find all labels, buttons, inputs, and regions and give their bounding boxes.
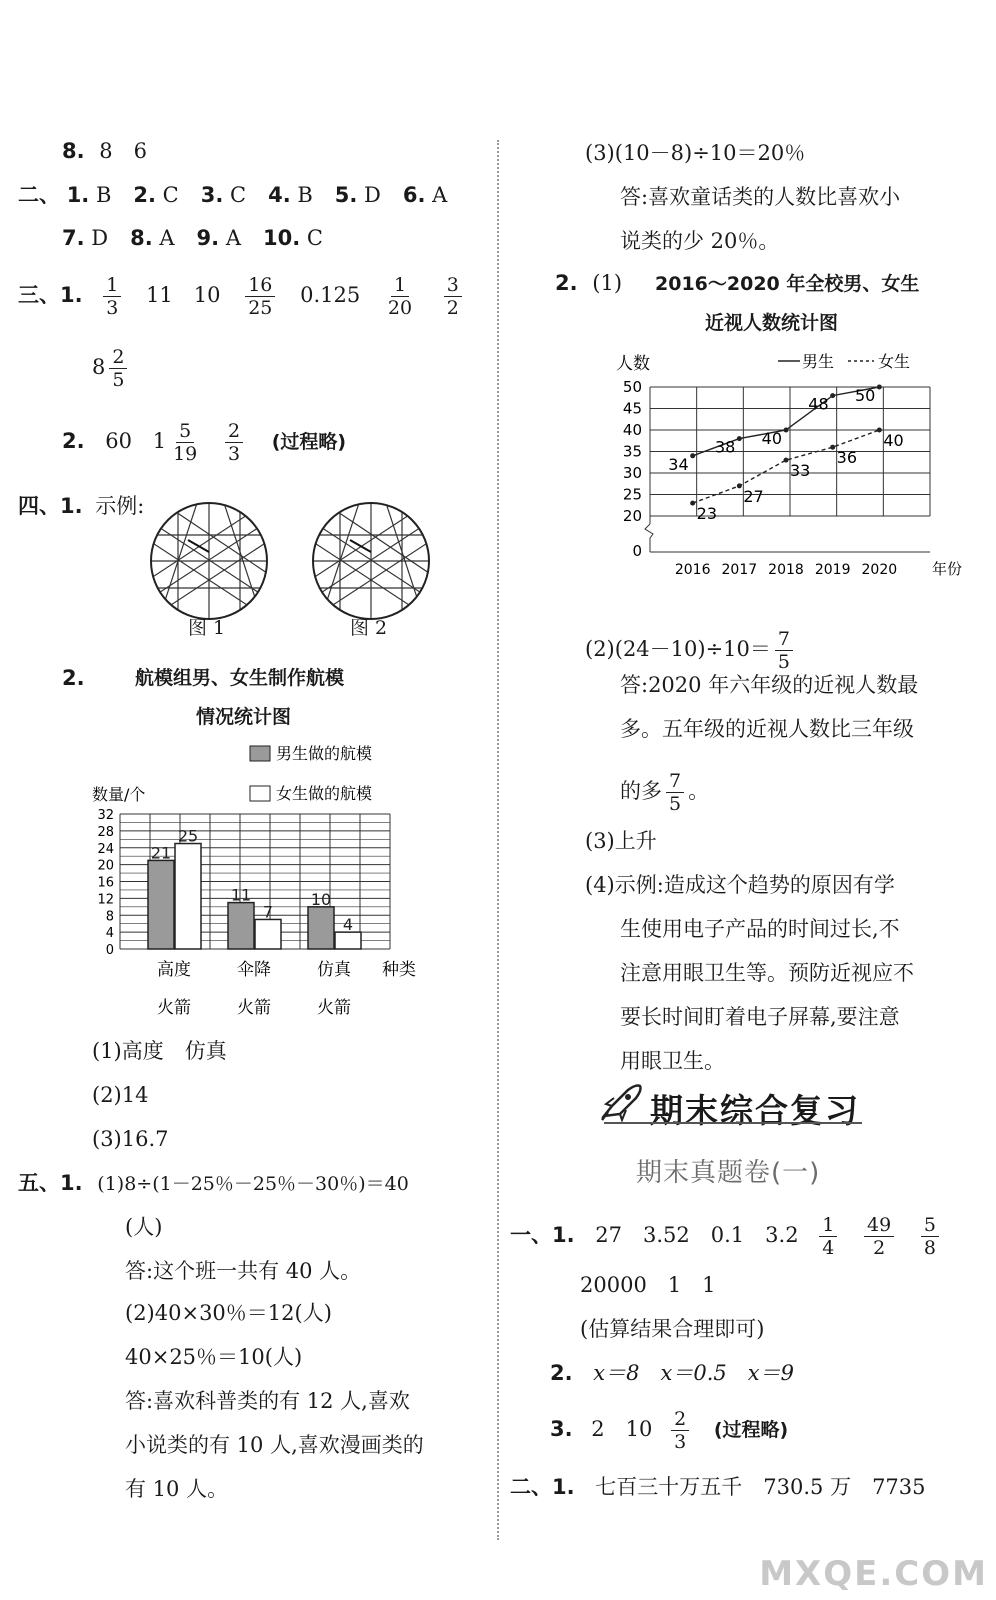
data-point	[830, 393, 835, 398]
section-label: 三、	[18, 283, 60, 307]
bar-value-label: 25	[177, 826, 199, 846]
mixed-number-row	[92, 346, 131, 391]
answer-line: 要长时间盯着电子屏幕,要注意	[620, 1005, 900, 1029]
bar	[228, 903, 254, 949]
choice-item	[197, 226, 241, 250]
note: (过程略)	[271, 431, 347, 453]
choice-item	[130, 226, 174, 250]
data-label: 23	[696, 504, 718, 524]
item-number: 3.	[550, 1417, 573, 1441]
note: (过程略)	[713, 1419, 789, 1441]
example-label: 示例:	[95, 494, 145, 518]
y-axis-label: 人数	[616, 354, 650, 374]
data-label: 40	[883, 431, 904, 450]
legend-label-girls: 女生	[878, 352, 911, 371]
legend-label-girls: 女生做的航模	[276, 784, 373, 803]
data-label: 34	[668, 454, 689, 474]
section-label: 五、	[18, 1171, 60, 1195]
item-number: 8.	[62, 139, 85, 163]
section-label: 一、	[510, 1223, 552, 1247]
answer-line: (4)示例:造成这个趋势的原因有学	[585, 873, 895, 897]
data-point	[690, 453, 695, 458]
choice-item	[268, 183, 313, 207]
y-tick-label: 32	[97, 808, 114, 823]
x-tick-label: 高度	[157, 960, 191, 980]
data-point	[690, 501, 695, 506]
fraction: $\frac{1}{4}$	[819, 1214, 837, 1259]
choice-letter: B	[89, 183, 112, 207]
data-label: 40	[761, 429, 782, 448]
bar	[255, 919, 281, 949]
y-tick-label: 4	[105, 926, 114, 942]
data-point	[737, 483, 742, 488]
answer-1: (1)高度 仿真	[92, 1039, 227, 1063]
answer-line: 说类的少 20％。	[620, 229, 780, 253]
line-chart-title-line1: 2016～2020 年全校男、女生	[655, 273, 920, 295]
section-label: 四、	[18, 494, 60, 518]
x-tick-label: 2020	[861, 562, 898, 578]
answer-line: 生使用电子产品的时间过长,不	[620, 917, 900, 941]
item-number: 10.	[262, 226, 301, 250]
equation: (3)(10－8)÷10＝20％	[585, 141, 806, 165]
x-axis-label: 年份	[932, 560, 963, 578]
bar-chart	[80, 738, 420, 1028]
rocket-icon	[598, 1082, 644, 1122]
choice-item	[263, 226, 323, 250]
y-tick-label: 28	[97, 824, 114, 840]
answer-line: 多。五年级的近视人数比三年级	[620, 717, 914, 741]
fraction: $\frac{2}{3}$	[225, 420, 243, 465]
answer-line: 用眼卫生。	[620, 1049, 725, 1073]
answer-row	[550, 1408, 788, 1453]
line-chart-title-line2: 近视人数统计图	[705, 312, 839, 334]
item-number: 5.	[334, 183, 358, 207]
y-tick-label: 25	[622, 485, 642, 504]
y-tick-label: 35	[622, 442, 642, 461]
axis-break	[645, 524, 653, 552]
fraction: $\frac{16}{25}$	[245, 274, 275, 319]
choice-item	[62, 226, 108, 250]
answer-row	[550, 1360, 794, 1386]
answer-2: (2)14	[92, 1083, 149, 1107]
column-divider	[497, 140, 499, 1540]
answer-text: x＝8 x＝0.5 x＝9	[593, 1361, 794, 1385]
bar-value-label: 4	[342, 915, 354, 935]
answer-line: 注意用眼卫生等。预防近视应不	[620, 961, 914, 985]
answer-text: 11 10	[146, 283, 221, 307]
fraction: $\frac{7}{5}$	[775, 628, 793, 673]
x-tick-label: 2018	[768, 562, 804, 578]
section-label: 二、	[510, 1475, 552, 1499]
bar-value-label: 21	[150, 843, 172, 863]
item-number: 2.	[62, 429, 85, 453]
item-number: 6.	[402, 183, 426, 207]
sub-number: (1)	[592, 271, 623, 295]
answer-line: 答:喜欢童话类的人数比喜欢小	[620, 185, 901, 209]
fraction: $\frac{2}{3}$	[671, 1408, 689, 1453]
section-one-row	[510, 1214, 943, 1259]
fraction: $\frac{5}{19}$	[173, 420, 198, 465]
bar-chart-title-line1: 航模组男、女生制作航模	[135, 667, 345, 689]
x-tick-label: 2016	[674, 562, 711, 578]
answer-line: (3)上升	[585, 829, 657, 853]
bar-value-label: 11	[230, 885, 252, 905]
equation-row	[585, 628, 797, 673]
legend-swatch-girls	[250, 786, 270, 801]
answer-line: 答:喜欢科普类的有 12 人,喜欢	[125, 1389, 410, 1413]
bar	[148, 860, 174, 949]
y-tick-label: 50	[622, 378, 642, 396]
x-tick-label: 火箭	[237, 998, 271, 1018]
item-number: 1.	[60, 494, 83, 518]
legend-swatch-boys	[250, 746, 270, 761]
bar	[175, 844, 201, 949]
y-tick-label: 0	[105, 943, 114, 958]
y-tick-label: 30	[622, 464, 642, 482]
item-number: 9.	[196, 226, 220, 250]
fraction: $\frac{49}{2}$	[864, 1214, 894, 1259]
item-number: 3.	[200, 183, 224, 207]
unit-line: (人)	[125, 1215, 163, 1239]
item-number: 1.	[552, 1475, 575, 1499]
choice-letter: C	[155, 183, 179, 207]
section-label: 二、	[18, 183, 60, 207]
bar	[335, 932, 361, 949]
choice-letter: D	[357, 183, 381, 207]
choice-item	[133, 183, 178, 207]
section-heading: 期末综合复习	[650, 1091, 860, 1130]
data-point	[737, 436, 742, 441]
item-number: 7.	[62, 226, 85, 250]
exam-subheading: 期末真题卷(一)	[636, 1158, 821, 1188]
item-number: 1.	[60, 283, 83, 307]
choice-letter: B	[290, 183, 313, 207]
item-number: 2.	[133, 183, 156, 207]
line-chart	[600, 345, 963, 578]
fraction: $\frac{3}{2}$	[444, 274, 462, 319]
choice-item	[335, 183, 381, 207]
fraction: $\frac{7}{5}$	[666, 770, 684, 815]
y-tick-label: 20	[622, 507, 642, 525]
data-point	[877, 385, 882, 390]
data-point	[830, 445, 835, 450]
answer-text: 8 6	[99, 139, 148, 163]
figure-caption-1: 图 1	[188, 617, 226, 639]
item-number: 1.	[60, 1171, 83, 1195]
equation: 40×25％＝10(人)	[125, 1345, 303, 1369]
answer-line: 答:这个班一共有 40 人。	[125, 1259, 362, 1283]
data-label: 36	[836, 448, 858, 468]
x-tick-label: 伞降	[237, 960, 271, 980]
x-tick-label: 火箭	[157, 998, 191, 1018]
bar-value-label: 10	[310, 889, 332, 909]
bar	[308, 907, 334, 949]
item-row	[555, 270, 622, 296]
fraction: $\frac{1}{20}$	[387, 274, 413, 319]
item-number: 2.	[62, 666, 85, 690]
answer-3: (3)16.7	[92, 1127, 169, 1151]
section-two-row2	[62, 225, 345, 251]
y-tick-label: 0	[632, 542, 642, 560]
data-label: 50	[854, 386, 876, 405]
bar-value-label: 7	[262, 902, 274, 922]
answer-text: 27 3.52 0.1 3.2	[595, 1223, 799, 1247]
item-number: 2.	[555, 271, 578, 295]
data-point	[877, 428, 882, 433]
y-tick-label: 45	[622, 399, 642, 418]
choice-letter: D	[84, 226, 109, 250]
y-tick-label: 8	[105, 909, 114, 925]
y-tick-label: 24	[97, 841, 114, 857]
x-tick-label: 仿真	[317, 960, 351, 980]
choice-item	[403, 183, 447, 207]
item-number: 4.	[268, 183, 291, 207]
circle-figure-1	[148, 500, 270, 622]
answer-row-8	[62, 138, 147, 164]
choice-letter: A	[425, 183, 448, 207]
data-point	[784, 458, 789, 463]
section-three-row	[18, 274, 466, 319]
item-number: 8.	[130, 226, 153, 250]
answer-line: 的多 $\frac{7}{5}$ 。	[620, 770, 710, 815]
answer-text: 0.125	[300, 283, 361, 307]
x-tick-label: 2019	[814, 562, 851, 578]
y-tick-label: 20	[97, 858, 114, 874]
y-tick-label: 16	[97, 875, 114, 891]
whole-part: 1	[152, 429, 167, 453]
answer-line: 小说类的有 10 人,喜欢漫画类的	[125, 1433, 424, 1457]
answer-text: 2 10	[591, 1417, 653, 1441]
choice-answers	[62, 226, 345, 250]
choice-item	[201, 183, 246, 207]
x-tick-label: 火箭	[317, 998, 351, 1018]
x-tick-label: 2017	[721, 562, 758, 578]
fraction: $\frac{1}{3}$	[103, 274, 121, 319]
data-point	[784, 428, 789, 433]
answer-line: 答:2020 年六年级的近视人数最	[620, 673, 919, 697]
section-four-row	[18, 493, 144, 519]
equation: (1)8÷(1－25％－25％－30％)＝40	[97, 1173, 409, 1195]
choice-answers	[67, 183, 470, 207]
answer-text: 20000 1 1	[580, 1273, 716, 1297]
equation: (2)(24－10)÷10＝	[585, 637, 771, 661]
y-tick-label: 12	[97, 892, 114, 908]
fraction: $\frac{2}{5}$	[109, 346, 127, 391]
y-tick-label: 40	[622, 421, 642, 439]
data-label: 38	[714, 437, 736, 457]
choice-letter: C	[300, 226, 323, 250]
legend-label-boys: 男生	[802, 352, 835, 371]
section-five-row	[18, 1170, 409, 1197]
watermark: MXQE.COM	[759, 1554, 988, 1594]
choice-item	[67, 183, 112, 207]
answer-text: 60	[105, 429, 133, 453]
bar-chart-title-line2: 情况统计图	[196, 706, 292, 728]
figure-caption-2: 图 2	[350, 617, 388, 639]
data-label: 27	[743, 486, 764, 506]
x-axis-label: 种类	[382, 960, 416, 980]
note: (估算结果合理即可)	[580, 1317, 765, 1341]
choice-letter: A	[219, 226, 241, 250]
choice-letter: C	[223, 183, 247, 207]
heading-underline	[604, 1122, 862, 1124]
section-two-row	[18, 182, 469, 208]
item-number: 1.	[66, 183, 90, 207]
data-label: 33	[790, 461, 811, 481]
section-two-row	[510, 1474, 926, 1500]
answer-line: 有 10 人。	[125, 1477, 229, 1501]
item-number: 1.	[552, 1223, 575, 1247]
circle-figure-2	[310, 500, 432, 622]
equation: (2)40×30％＝12(人)	[125, 1301, 332, 1325]
legend-label-boys: 男生做的航模	[276, 744, 373, 763]
item-number: 2.	[550, 1361, 573, 1385]
choice-letter: A	[152, 226, 175, 250]
data-label: 48	[808, 394, 829, 414]
answer-text: 七百三十万五千 730.5 万 7735	[595, 1475, 926, 1499]
fraction: $\frac{5}{8}$	[921, 1214, 939, 1259]
answer-row-2	[62, 420, 346, 465]
y-axis-label: 数量/个	[92, 785, 146, 804]
whole-part: 8	[92, 355, 106, 379]
